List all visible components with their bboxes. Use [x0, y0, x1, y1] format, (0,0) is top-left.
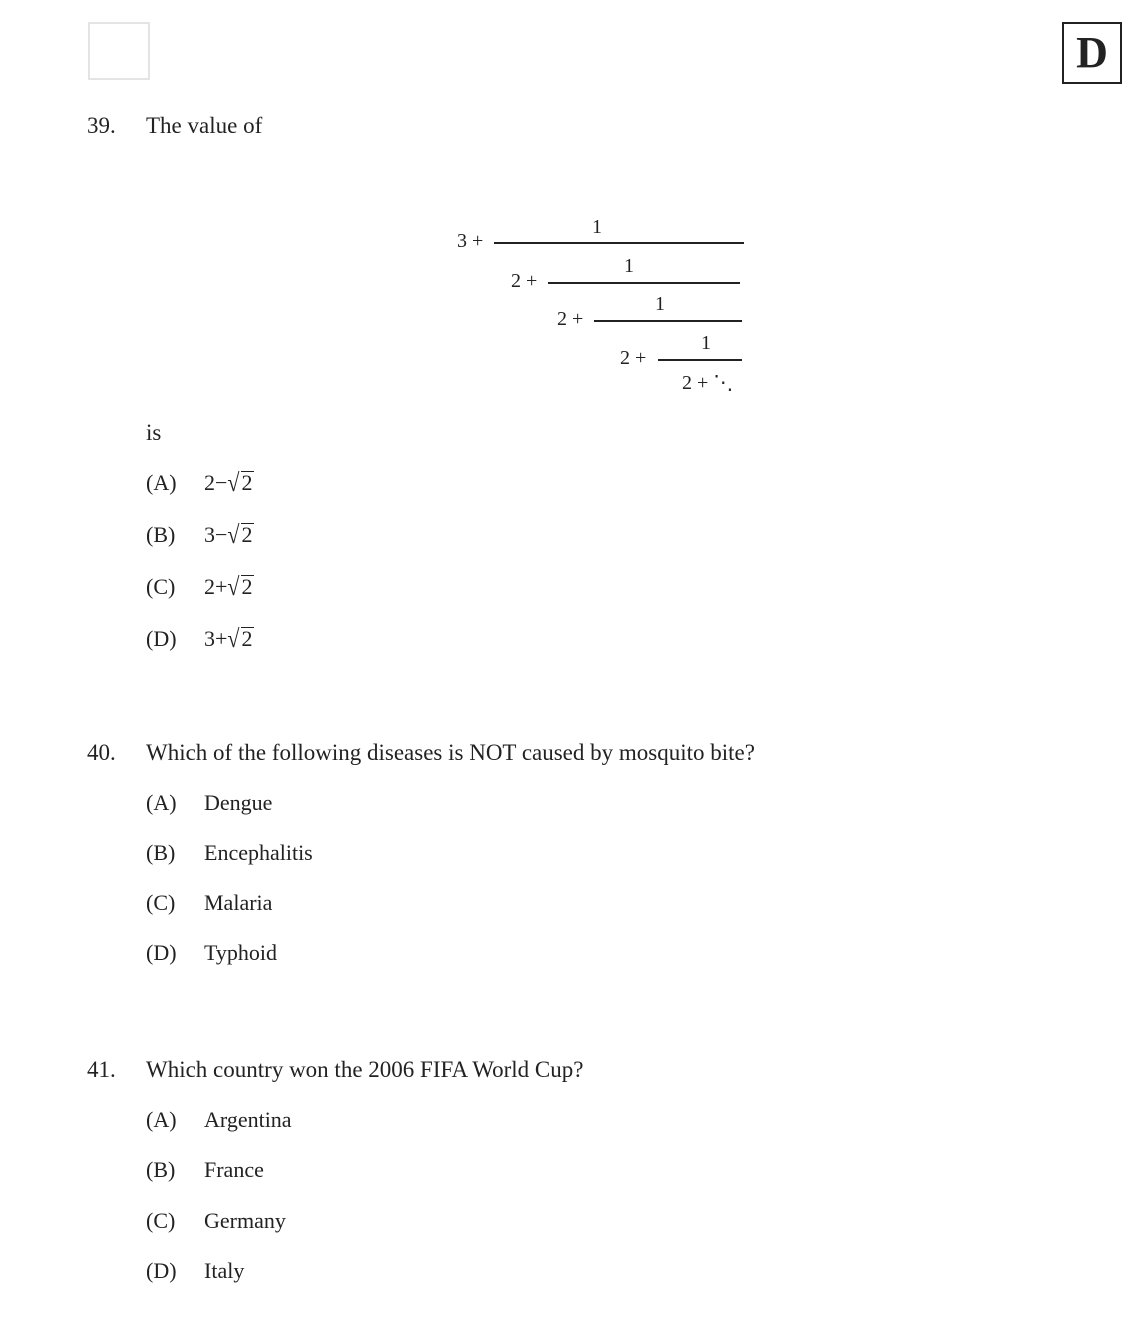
question-text: Which of the following diseases is NOT caused by mosquito bite? [146, 740, 755, 765]
option-text: Malaria [204, 890, 273, 915]
option-letter: (B) [146, 1157, 176, 1182]
question-number: 41. [87, 1057, 116, 1082]
option-d[interactable] [146, 940, 277, 966]
cf-tail: 2 + ⋱ [682, 372, 734, 394]
question-number: 39. [87, 113, 116, 138]
option-d[interactable] [146, 1258, 244, 1284]
sqrt-icon: √ [227, 572, 240, 601]
option-a[interactable] [146, 790, 272, 816]
option-expression: 2−√2 [204, 468, 253, 497]
cf-numerator-4: 1 [701, 332, 711, 354]
option-letter: (B) [146, 840, 176, 865]
cf-whole-4: 2 + [620, 347, 647, 369]
option-letter: (C) [146, 890, 176, 915]
cf-fraction-bar-2 [548, 282, 740, 284]
cf-fraction-bar-4 [658, 359, 742, 361]
option-letter: (C) [146, 1208, 176, 1233]
option-letter: (A) [146, 470, 177, 495]
option-letter: (A) [146, 1107, 177, 1132]
option-letter: (D) [146, 940, 177, 965]
question-text: Which country won the 2006 FIFA World Cup? [146, 1057, 584, 1082]
option-letter: (A) [146, 790, 177, 815]
option-d[interactable] [146, 626, 254, 652]
cf-numerator-3: 1 [655, 293, 665, 315]
cf-numerator-2: 1 [624, 255, 634, 277]
cf-whole-1: 3 + [457, 230, 484, 252]
option-letter: (D) [146, 1258, 177, 1283]
option-text: Germany [204, 1208, 286, 1233]
question-text: The value of [146, 113, 263, 138]
option-expression: 3−√2 [204, 520, 253, 549]
booklet-code-box: D [1062, 22, 1122, 84]
show-through-text [300, 118, 305, 143]
option-text: Italy [204, 1258, 245, 1283]
cf-fraction-bar-3 [594, 320, 742, 322]
option-letter: (D) [146, 626, 177, 651]
option-text: France [204, 1157, 264, 1182]
option-b[interactable] [146, 1157, 264, 1183]
sqrt-icon: √ [227, 520, 240, 549]
option-c[interactable] [146, 890, 272, 916]
sqrt-icon: √ [227, 624, 240, 653]
option-letter: (B) [146, 522, 176, 547]
cf-whole-2: 2 + [511, 270, 538, 292]
option-text: Typhoid [204, 940, 278, 965]
cf-numerator-1: 1 [592, 216, 602, 238]
option-text: Dengue [204, 790, 273, 815]
cf-fraction-bar-1 [494, 242, 744, 244]
option-letter: (C) [146, 574, 176, 599]
option-b[interactable] [146, 522, 254, 548]
question-number: 40. [87, 740, 116, 765]
option-b[interactable] [146, 840, 313, 866]
option-expression: 3+√2 [204, 624, 253, 653]
option-text: Encephalitis [204, 840, 313, 865]
faint-stamp-mark [88, 22, 150, 80]
option-text: Argentina [204, 1107, 292, 1132]
option-c[interactable] [146, 1208, 286, 1234]
option-a[interactable] [146, 470, 254, 496]
option-expression: 2+√2 [204, 572, 253, 601]
sqrt-icon: √ [227, 468, 240, 497]
question-suffix: is [146, 420, 162, 445]
option-a[interactable] [146, 1107, 292, 1133]
cf-whole-3: 2 + [557, 308, 584, 330]
option-c[interactable] [146, 574, 254, 600]
